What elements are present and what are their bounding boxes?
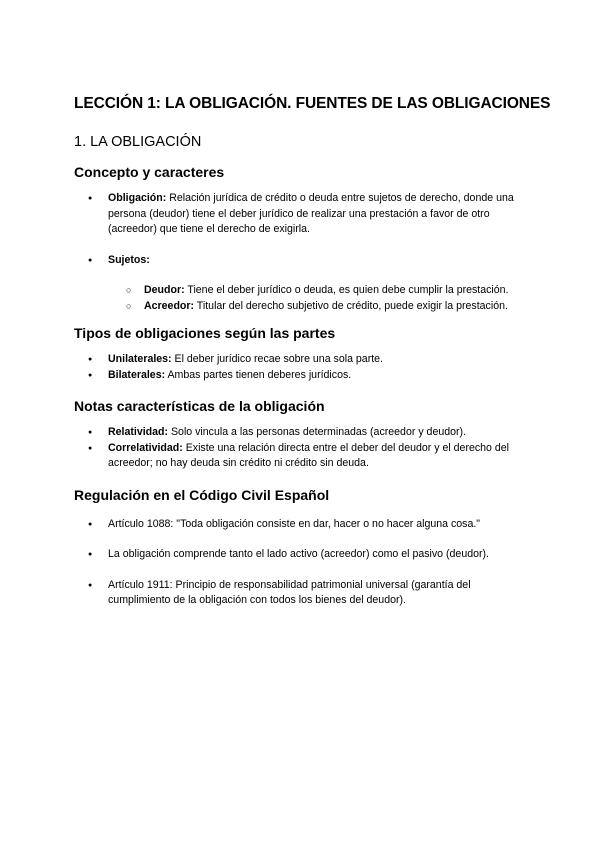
definition-deudor: Tiene el deber jurídico o deuda, es quien debe cumplir la prestación. bbox=[184, 284, 509, 296]
term-deudor: Deudor: bbox=[144, 284, 185, 296]
term-correlatividad: Correlatividad: bbox=[108, 441, 183, 454]
term-relatividad: Relatividad: bbox=[108, 426, 169, 438]
list-item-deudor bbox=[74, 283, 534, 299]
list-item-sujetos bbox=[74, 253, 534, 269]
term-unilaterales: Unilaterales: bbox=[108, 353, 172, 365]
definition-unilaterales: El deber jurídico recae sobre una sola parte. bbox=[171, 353, 384, 365]
concepto-list bbox=[74, 191, 534, 268]
list-item-obligacion bbox=[74, 191, 534, 238]
definition-correlatividad: Existe una relación directa entre el deber del deudor y el derecho del acreedor; no hay deuda sin crédito ni crédito sin deuda. bbox=[108, 441, 510, 469]
term-obligacion: Obligación: bbox=[108, 192, 167, 204]
section-heading-la-obligacion: 1. LA OBLIGACIÓN bbox=[74, 134, 202, 150]
definition-relatividad: Solo vincula a las personas determinadas (acreedor y deudor). bbox=[168, 426, 467, 438]
term-sujetos: Sujetos: bbox=[108, 253, 150, 266]
subheading-concepto: Concepto y caracteres bbox=[74, 164, 225, 180]
subheading-regulacion: Regulación en el Código Civil Español bbox=[74, 486, 330, 503]
definition-bilaterales: Ambas partes tienen deberes jurídicos. bbox=[165, 368, 352, 381]
term-acreedor: Acreedor: bbox=[144, 299, 195, 312]
subheading-tipos: Tipos de obligaciones según las partes bbox=[74, 325, 336, 341]
list-item-articulo-1088: ● Artículo 1088: "Toda obligación consiste en dar, hacer o no hacer alguna cosa." bbox=[74, 517, 534, 533]
list-item-relatividad bbox=[74, 425, 534, 441]
definition-obligacion: Relación jurídica de crédito o deuda entre sujetos de derecho, donde una persona (deudor) tiene el deber jurídico de realizar una prestación a favor de otro (acreedor) que tiene el derecho de exigirla. bbox=[108, 192, 514, 235]
tipos-list bbox=[74, 352, 534, 383]
document-title: LECCIÓN 1: LA OBLIGACIÓN. FUENTES DE LAS OBLIGACIONES bbox=[74, 95, 551, 112]
list-item-unilaterales bbox=[74, 352, 534, 368]
list-item-articulo-1911: ● Artículo 1911: Principio de responsabilidad patrimonial universal (garantía del cumplimiento de la obligación con todos los bienes del deudor). bbox=[74, 578, 534, 609]
list-item-correlatividad bbox=[74, 441, 534, 472]
notas-list bbox=[74, 425, 534, 472]
list-item-acreedor bbox=[74, 299, 534, 315]
definition-acreedor: Titular del derecho subjetivo de crédito, puede exigir la prestación. bbox=[194, 299, 508, 312]
document-page bbox=[74, 95, 551, 609]
list-item-bilaterales bbox=[74, 368, 534, 384]
list-item-lado-activo-pasivo: ● La obligación comprende tanto el lado activo (acreedor) como el pasivo (deudor). bbox=[74, 547, 534, 563]
term-bilaterales: Bilaterales: bbox=[108, 368, 166, 381]
subheading-notas: Notas características de la obligación bbox=[74, 398, 325, 414]
sujetos-sublist bbox=[74, 283, 534, 314]
regulacion-list bbox=[74, 517, 534, 609]
